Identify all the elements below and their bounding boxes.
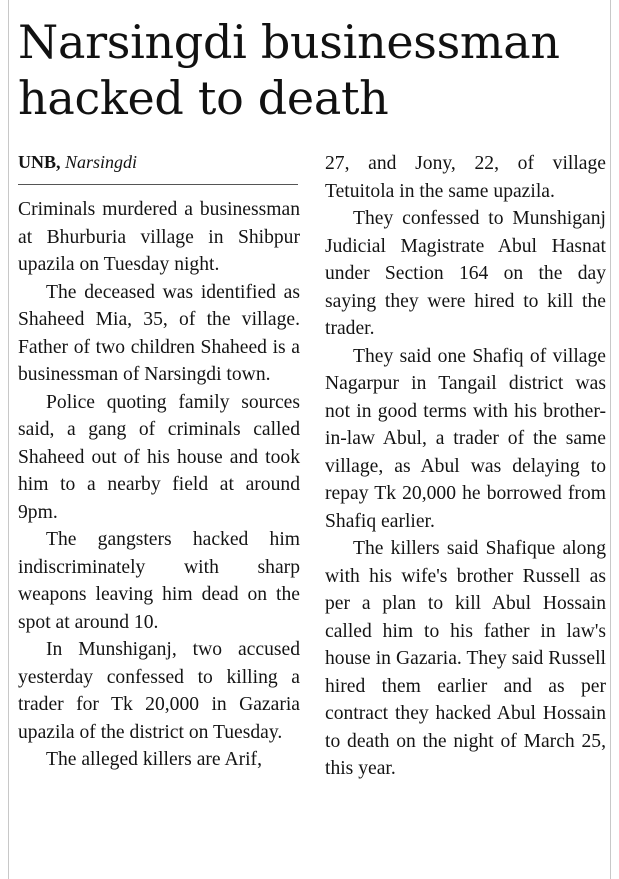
article-headline: Narsingdi businessman hacked to death: [18, 15, 560, 125]
paragraph: In Munshiganj, two accused yesterday confessed to killing a trader for Tk 20,000 in Gazaria upazila of the district on Tuesday.: [18, 639, 300, 743]
article-column-left: [18, 196, 300, 774]
byline: [18, 150, 300, 174]
page-border-right: [610, 0, 611, 879]
page-border-left: [8, 0, 9, 879]
byline-agency: UNB,: [18, 152, 61, 172]
paragraph: Criminals murdered a businessman at Bhurburia village in Shibpur upazila on Tuesday night.: [18, 199, 300, 275]
byline-divider: [18, 184, 298, 185]
paragraph: The deceased was identified as Shaheed Mia, 35, of the village. Father of two children Shaheed is a businessman of Narsingdi town.: [18, 281, 300, 385]
paragraph: The alleged killers are Arif,: [46, 749, 262, 770]
byline-place: Narsingdi: [65, 152, 138, 172]
paragraph: The killers said Shafique along with his wife's brother Russell as per a plan to kill Abul Hossain called him to his father in law's house in Gazaria. They said Russell hired them earlier and as per contract they hacked Abul Hossain to death on the night of March 25, this year.: [325, 538, 606, 779]
article-column-right: [325, 150, 606, 783]
paragraph: 27, and Jony, 22, of village Tetuitola in the same upazila.: [325, 153, 606, 202]
paragraph: Police quoting family sources said, a gang of criminals called Shaheed out of his house and took him to a nearby field at around 9pm.: [18, 391, 300, 523]
paragraph: They said one Shafiq of village Nagarpur in Tangail district was not in good terms with his brother-in-law Abul, a trader of the same village, as Abul was delaying to repay Tk 20,000 he borrowed from Shafiq earlier.: [325, 345, 606, 532]
paragraph: They confessed to Munshiganj Judicial Magistrate Abul Hasnat under Section 164 on the day saying they were hired to kill the trader.: [325, 208, 606, 339]
paragraph: The gangsters hacked him indiscriminately with sharp weapons leaving him dead on the spot at around 10.: [18, 529, 300, 633]
